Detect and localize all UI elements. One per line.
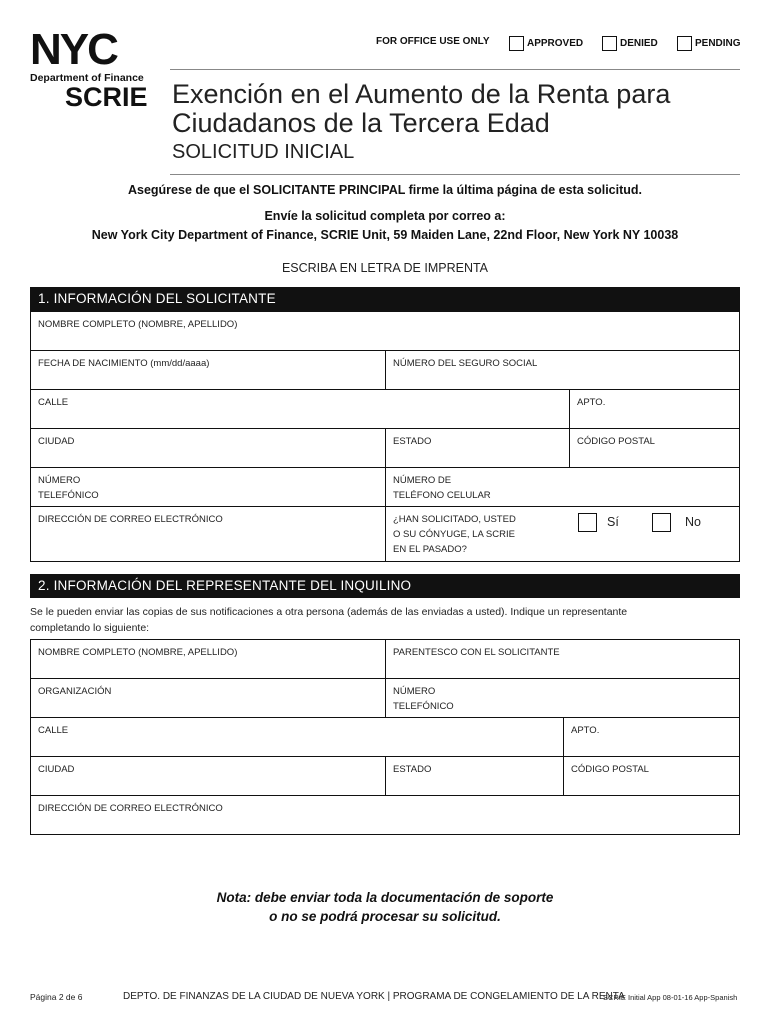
s2-email-row	[31, 796, 739, 834]
yes-label: Sí	[607, 515, 619, 529]
s2-state-field[interactable]	[385, 757, 563, 795]
s1-state-field[interactable]	[385, 429, 569, 467]
s1-phone-field[interactable]	[31, 468, 385, 506]
field-label: NÚMERO	[38, 475, 81, 486]
s2-org-row	[31, 679, 739, 718]
s2-phone-field[interactable]	[385, 679, 739, 717]
s2-apt-field[interactable]	[563, 718, 739, 756]
field-label: O SU CÓNYUGE, LA SCRIE	[393, 529, 515, 540]
s2-email-field[interactable]	[31, 796, 739, 834]
form-subtitle: SOLICITUD INICIAL	[172, 141, 355, 163]
field-label: NOMBRE COMPLETO (NOMBRE, APELLIDO)	[38, 647, 238, 658]
s1-zip-field[interactable]	[569, 429, 739, 467]
section1-heading: 1. INFORMACIÓN DEL SOLICITANTE	[30, 287, 740, 311]
denied-label: DENIED	[620, 38, 658, 49]
no-option[interactable]	[652, 513, 701, 532]
field-label: ¿HAN SOLICITADO, USTED	[393, 514, 516, 525]
note-line: o no se podrá procesar su solicitud.	[269, 909, 501, 924]
field-label: NÚMERO DEL SEGURO SOCIAL	[393, 358, 538, 369]
form-code: SCRIE	[65, 82, 148, 112]
s1-street-field[interactable]	[31, 390, 569, 428]
field-label: NOMBRE COMPLETO (NOMBRE, APELLIDO)	[38, 319, 238, 330]
no-label: No	[685, 515, 701, 529]
s1-street-row	[31, 390, 739, 429]
mail-instruction: Envíe la solicitud completa por correo a:	[264, 209, 506, 223]
support-docs-note	[30, 888, 740, 926]
yes-checkbox[interactable]	[578, 513, 597, 532]
denied-checkbox[interactable]	[602, 36, 658, 51]
sign-note-post: firme la última página de esta solicitud.	[405, 183, 643, 197]
section2-grid	[30, 639, 740, 835]
field-label: PARENTESCO CON EL SOLICITANTE	[393, 647, 560, 658]
field-label: CIUDAD	[38, 764, 75, 775]
s1-email-field[interactable]	[31, 507, 385, 561]
field-label: ORGANIZACIÓN	[38, 686, 112, 697]
field-label: DIRECCIÓN DE CORREO ELECTRÓNICO	[38, 514, 223, 525]
field-label: CALLE	[38, 397, 69, 408]
s1-phone-row	[31, 468, 739, 507]
s2-city-row	[31, 757, 739, 796]
field-label: APTO.	[577, 397, 606, 408]
sign-note-pre: Asegúrese de que el	[127, 183, 254, 197]
logo-text: NYC	[30, 25, 117, 74]
sign-note-bold: SOLICITANTE PRINCIPAL	[253, 183, 406, 197]
checkbox-box[interactable]	[509, 36, 524, 51]
nyc-dof-logo	[30, 25, 155, 84]
s1-ssn-field[interactable]	[385, 351, 739, 389]
s1-cell-phone-field[interactable]	[385, 468, 739, 506]
s2-name-row	[31, 640, 739, 679]
mail-address: New York City Department of Finance, SCRIE Unit, 59 Maiden Lane, 22nd Floor, New York NY 10038	[91, 228, 679, 242]
footer-form-code: SCRIE Initial App 08-01-16 App-Spanish	[603, 993, 738, 1002]
field-label: TELEFÓNICO	[38, 490, 99, 501]
title-divider	[170, 174, 740, 175]
field-label: CALLE	[38, 725, 69, 736]
department-name: Department of Finance	[30, 72, 144, 84]
section2-intro	[30, 604, 740, 636]
field-label: TELEFÓNICO	[393, 701, 454, 712]
approved-label: APPROVED	[527, 38, 584, 49]
sign-instruction	[30, 183, 740, 197]
office-use-label: FOR OFFICE USE ONLY	[376, 36, 490, 47]
field-label: CÓDIGO POSTAL	[577, 436, 655, 447]
s2-street-field[interactable]	[31, 718, 563, 756]
field-label: APTO.	[571, 725, 600, 736]
header-divider	[170, 69, 740, 70]
field-label: CÓDIGO POSTAL	[571, 764, 649, 775]
field-label: EN EL PASADO?	[393, 544, 467, 555]
field-label: NÚMERO DE	[393, 475, 452, 486]
s2-zip-field[interactable]	[563, 757, 739, 795]
s1-name-row	[31, 312, 739, 351]
s2-full-name-field[interactable]	[31, 640, 385, 678]
s1-dob-row	[31, 351, 739, 390]
intro-line: completando lo siguiente:	[30, 622, 150, 634]
approved-checkbox[interactable]	[509, 36, 583, 51]
form-title: Exención en el Aumento de la Renta para Ciudadanos de la Tercera Edad	[172, 79, 671, 138]
s1-dob-field[interactable]	[31, 351, 385, 389]
intro-line: Se le pueden enviar las copias de sus notificaciones a otra persona (además de las enviadas a usted). Indique un representante	[30, 606, 628, 618]
s2-relationship-field[interactable]	[385, 640, 739, 678]
section1-grid	[30, 311, 740, 562]
page-number: Página 2 de 6	[30, 992, 83, 1002]
field-label: NÚMERO	[393, 686, 436, 697]
field-label: CIUDAD	[38, 436, 75, 447]
s1-email-row	[31, 507, 739, 561]
s1-prior-application	[385, 507, 739, 561]
s1-full-name-field[interactable]	[31, 312, 739, 350]
no-checkbox[interactable]	[652, 513, 671, 532]
checkbox-box[interactable]	[677, 36, 692, 51]
s1-apt-field[interactable]	[569, 390, 739, 428]
s2-city-field[interactable]	[31, 757, 385, 795]
field-label: ESTADO	[393, 764, 432, 775]
print-note: ESCRIBA EN LETRA DE IMPRENTA	[281, 261, 489, 275]
yes-option[interactable]	[578, 513, 619, 532]
footer-program: DEPTO. DE FINANZAS DE LA CIUDAD DE NUEVA YORK | PROGRAMA DE CONGELAMIENTO DE LA RENTA	[123, 991, 625, 1002]
field-label: TELÉFONO CELULAR	[393, 490, 491, 501]
s2-street-row	[31, 718, 739, 757]
field-label: ESTADO	[393, 436, 432, 447]
s1-city-row	[31, 429, 739, 468]
pending-checkbox[interactable]	[677, 36, 741, 51]
section2-heading: 2. INFORMACIÓN DEL REPRESENTANTE DEL INQUILINO	[30, 574, 740, 598]
s2-organization-field[interactable]	[31, 679, 385, 717]
checkbox-box[interactable]	[602, 36, 617, 51]
pending-label: PENDING	[695, 38, 741, 49]
note-line: Nota: debe enviar toda la documentación de soporte	[216, 890, 554, 905]
field-label: FECHA DE NACIMIENTO (mm/dd/aaaa)	[38, 358, 210, 369]
field-label: DIRECCIÓN DE CORREO ELECTRÓNICO	[38, 803, 223, 814]
s1-city-field[interactable]	[31, 429, 385, 467]
